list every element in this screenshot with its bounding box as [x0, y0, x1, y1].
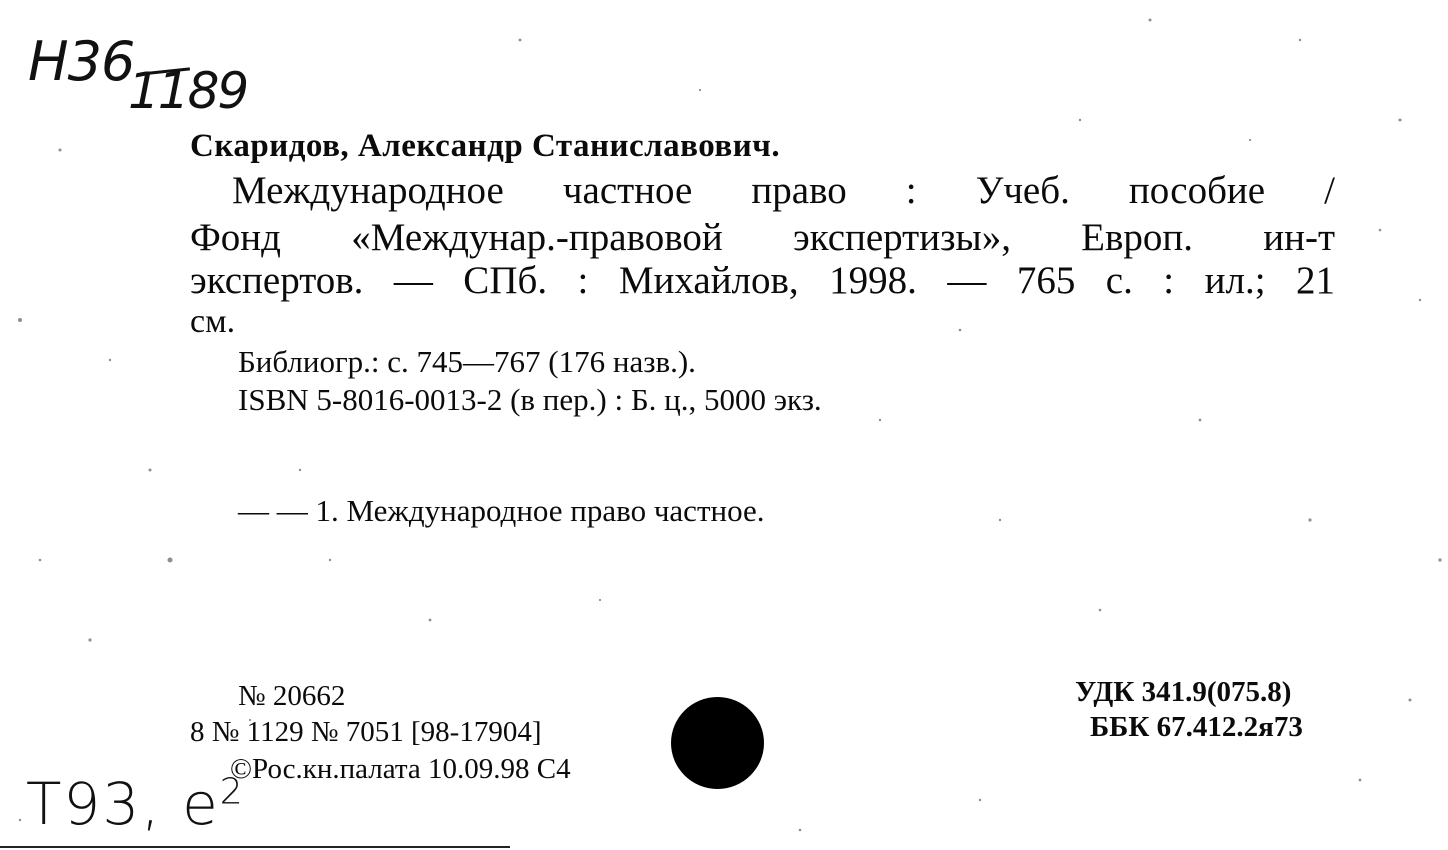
chamber-imprint: ©Рос.кн.палата 10.09.98 С4: [230, 753, 571, 785]
title-line-4: см.: [190, 303, 236, 340]
subject-heading: — — 1. Международное право частное.: [238, 493, 765, 528]
title-line-1: Международное частное право : Учеб. пособие /: [232, 169, 1335, 212]
handwritten-call-subnumber: 1189: [128, 62, 248, 120]
title-line-3: экспертов. — СПб. : Михайлов, 1998. — 765 с. : ил.; 21: [190, 259, 1335, 302]
udk-code: УДК 341.9(075.8): [1075, 676, 1292, 708]
bbk-code: ББК 67.412.2я73: [1090, 711, 1303, 743]
bibliography-note: Библиогр.: с. 745—767 (176 назв.).: [238, 344, 696, 379]
shelf-mark-superscript: 2: [219, 771, 245, 813]
author-heading: Скаридов, Александр Станиславович.: [190, 128, 781, 164]
title-line-2: Фонд «Междунар.-правовой экспертизы», Европ. ин-т: [190, 216, 1335, 259]
punch-hole: [671, 697, 764, 789]
shelf-mark-text: Т93, е: [26, 770, 220, 838]
chamber-numbers: 8 № 1129 № 7051 [98-17904]: [190, 716, 542, 748]
registration-number: № 20662: [238, 680, 346, 712]
isbn-note: ISBN 5-8016-0013-2 (в пер.) : Б. ц., 5000 экз.: [238, 382, 822, 417]
bottom-edge-line: [0, 846, 510, 848]
handwritten-shelf-mark: [26, 770, 245, 838]
handwritten-call-number: Н36: [28, 30, 135, 93]
